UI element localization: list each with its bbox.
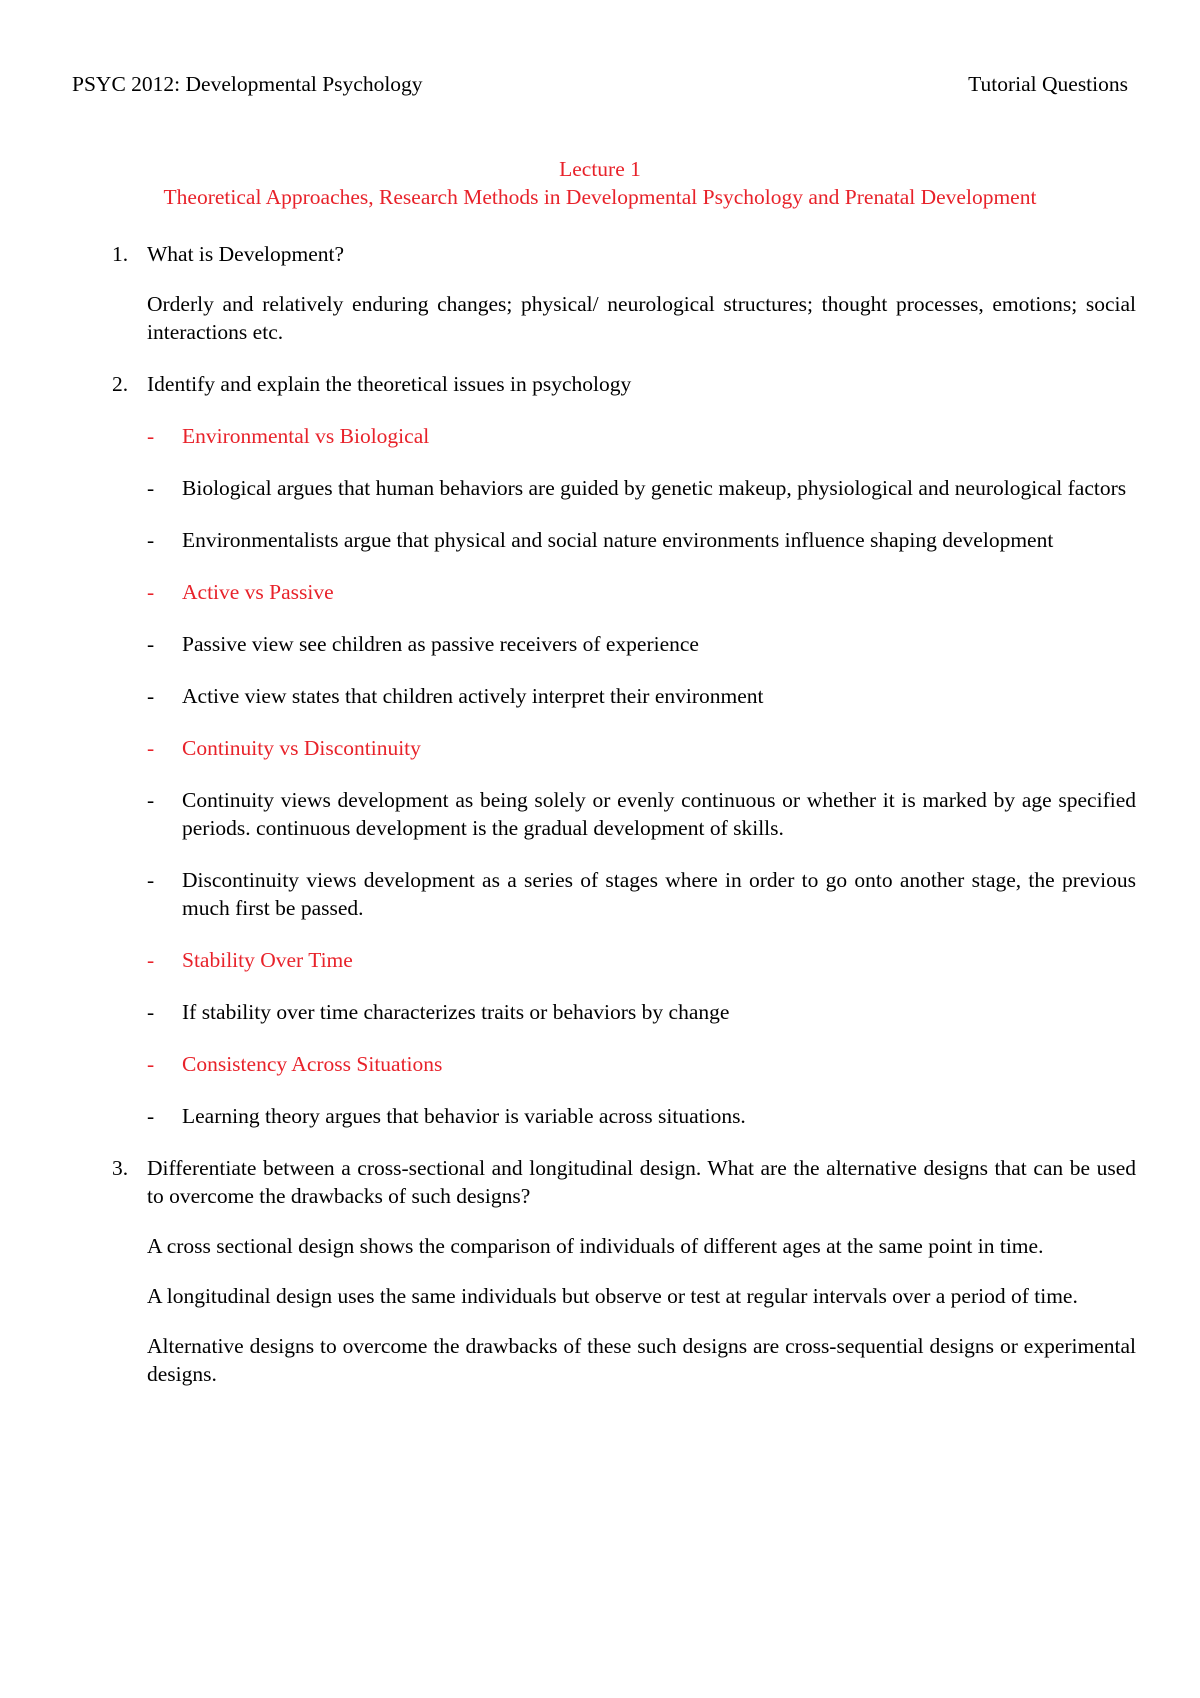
answer-3-longitudinal: A longitudinal design uses the same individuals but observe or test at regular intervals over a period of time. [147,1284,1078,1308]
header-course-title: PSYC 2012: Developmental Psychology [72,72,423,96]
question-2 [112,370,1136,398]
bullet-item [112,786,1136,842]
bullet-item [112,474,1136,502]
bullet-text: Learning theory argues that behavior is variable across situations. [182,1104,746,1128]
bullet-text: Continuity vs Discontinuity [182,736,421,760]
question-3 [112,1154,1136,1210]
lecture-number: Lecture 1 [559,157,641,181]
bullet-item [112,682,1136,710]
bullet-item [112,1102,1136,1130]
answer-1: Orderly and relatively enduring changes; physical/ neurological structures; thought processes, emotions; social interactions etc. [147,292,1136,344]
dash-marker: - [147,476,155,500]
bullet-item [112,630,1136,658]
answer-3-cross-sectional: A cross sectional design shows the comparison of individuals of different ages at the same point in time. [147,1234,1044,1258]
dash-marker: - [147,632,155,656]
question-text: Identify and explain the theoretical issues in psychology [147,372,632,396]
question-number: 3. [112,1156,129,1180]
bullet-text: Environmental vs Biological [182,424,430,448]
bullet-heading [112,946,1136,974]
dash-marker: - [147,788,155,812]
bullet-heading [112,422,1136,450]
question-number: 1. [112,242,129,266]
question-text: Differentiate between a cross-sectional and longitudinal design. What are the alternative designs that can be used to overcome the drawbacks of such designs? [147,1156,1136,1208]
question-text: What is Development? [147,242,345,266]
dash-marker: - [147,1104,155,1128]
lecture-subtitle: Theoretical Approaches, Research Methods in Developmental Psychology and Prenatal Development [163,185,1037,209]
bullet-heading [112,578,1136,606]
bullet-text: Passive view see children as passive receivers of experience [182,632,699,656]
dash-marker: - [147,948,155,972]
bullet-text: If stability over time characterizes traits or behaviors by change [182,1000,730,1024]
bullet-item [112,998,1136,1026]
questions-section [112,240,1136,1388]
bullet-text: Environmentalists argue that physical and social nature environments influence shaping development [182,528,1054,552]
question-number: 2. [112,372,129,396]
bullet-text: Biological argues that human behaviors are guided by genetic makeup, physiological and neurological factors [182,476,1127,500]
page-header [72,70,1128,98]
bullet-text: Active view states that children actively interpret their environment [182,684,764,708]
dash-marker: - [147,580,155,604]
question-1 [112,240,1136,268]
bullet-item [112,526,1136,554]
dash-marker: - [147,1000,155,1024]
dash-marker: - [147,736,155,760]
bullet-text: Active vs Passive [182,580,334,604]
lecture-title [0,155,1200,211]
dash-marker: - [147,1052,155,1076]
bullet-heading [112,1050,1136,1078]
bullet-text: Consistency Across Situations [182,1052,443,1076]
dash-marker: - [147,684,155,708]
dash-marker: - [147,868,155,892]
dash-marker: - [147,528,155,552]
bullet-heading [112,734,1136,762]
header-document-type: Tutorial Questions [968,72,1128,96]
dash-marker: - [147,424,155,448]
answer-3-alternatives: Alternative designs to overcome the drawbacks of these such designs are cross-sequential designs or experimental designs. [147,1334,1136,1386]
bullet-text: Discontinuity views development as a series of stages where in order to go onto another stage, the previous much first be passed. [182,868,1136,920]
bullet-item [112,866,1136,922]
bullet-text: Stability Over Time [182,948,353,972]
bullet-text: Continuity views development as being solely or evenly continuous or whether it is marked by age specified periods. continuous development is the gradual development of skills. [182,788,1136,840]
